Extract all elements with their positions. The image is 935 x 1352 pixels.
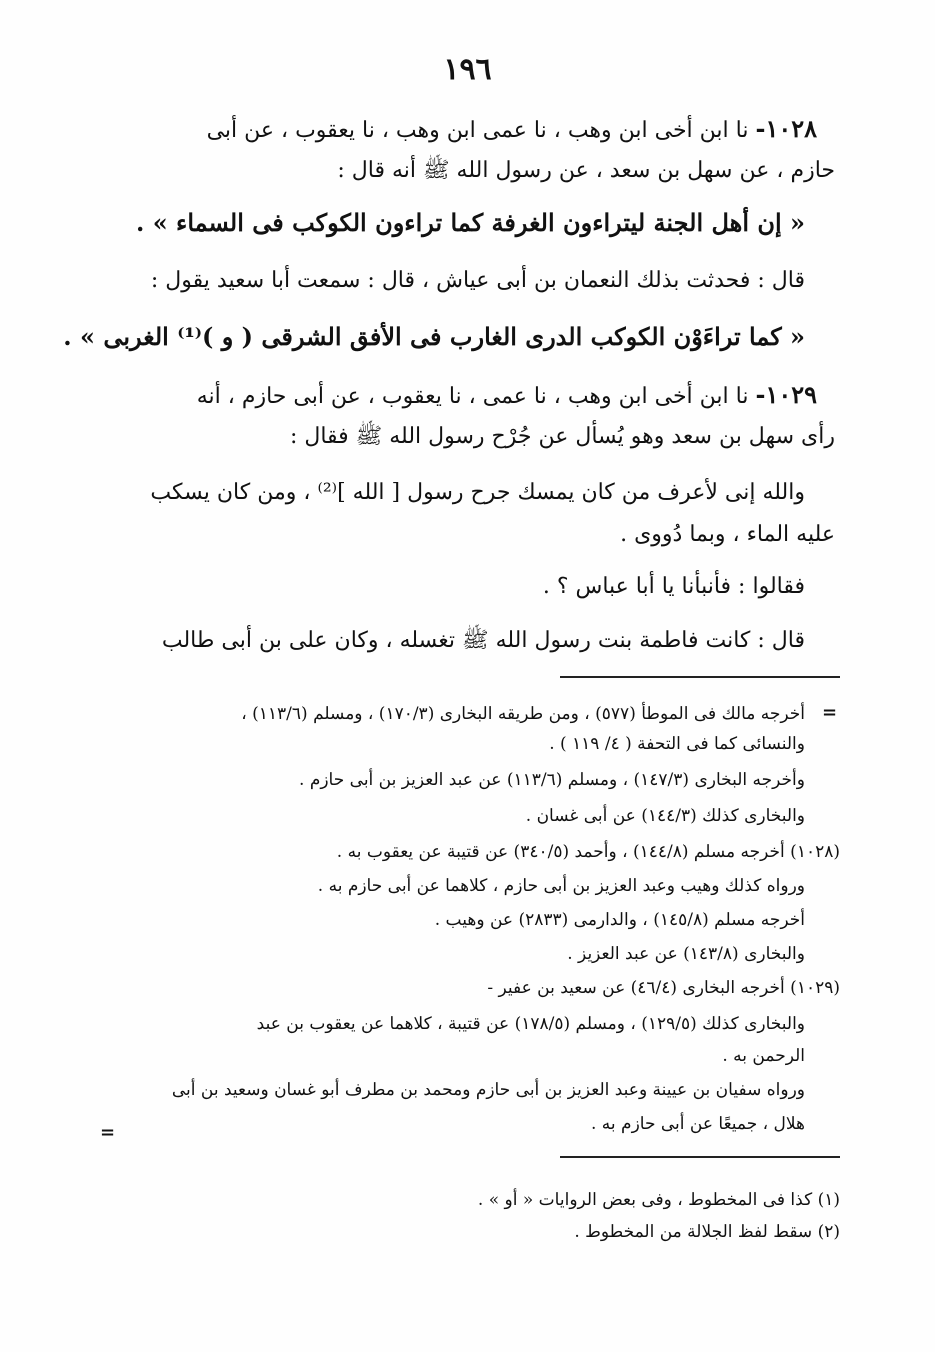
continuation-mark-top: =: [822, 702, 838, 723]
hadith-1029-line-1: ١٠٢٩- نا ابن أخى ابن وهب ، نا عمى ، نا يعقوب ، عن أبى حازم ، أنه: [196, 380, 817, 409]
footnote-line-7: أخرجه مسلم (١٤٥/٨) ، والدارمى (٢٨٣٣) عن وهيب .: [434, 910, 805, 930]
hadith-1028-line-3: قال : فحدثت بذلك النعمان بن أبى عياش ، قال : سمعت أبا سعيد يقول :: [150, 268, 805, 293]
footnote-line-3: وأخرجه البخارى (١٤٧/٣) ، ومسلم (١١٣/٦) عن عبد العزيز بن أبى حازم .: [299, 770, 805, 790]
editor-note-1: (١) كذا فى المخطوط ، وفى بعض الروايات « أو » .: [477, 1190, 840, 1210]
hadith-1029-line-3: والله إنى لأعرف من كان يمسك جرح رسول [ الله ]⁽²⁾ ، ومن كان يسكب: [150, 480, 805, 505]
footnote-line-9: (١٠٢٩) أخرجه البخارى (٤٦/٤) عن سعيد بن عفير -: [487, 978, 840, 998]
footnote-line-2: والنسائى كما فى التحفة ( ٤/ ١١٩ ) .: [549, 734, 805, 754]
editor-note-2: (٢) سقط لفظ الجلالة من المخطوط .: [574, 1222, 840, 1242]
footnote-line-6: ورواه كذلك وهيب وعبد العزيز بن أبى حازم ، كلاهما عن أبى حازم به .: [317, 876, 805, 896]
footnote-line-1: أخرجه مالك فى الموطأ (٥٧٧) ، ومن طريقه البخارى (١٧٠/٣) ، ومسلم (١١٣/٦) ،: [241, 704, 805, 724]
footnote-line-10: والبخارى كذلك (١٢٩/٥) ، ومسلم (١٧٨/٥) عن قتيبة ، كلاهما عن يعقوب بن عبد: [256, 1014, 805, 1034]
hadith-1028-number: ١٠٢٨-: [755, 114, 817, 143]
notes-separator: [560, 1156, 840, 1158]
hadith-1028-line-1: ١٠٢٨- نا ابن أخى ابن وهب ، نا عمى ابن وهب ، نا يعقوب ، عن أبى: [206, 114, 817, 143]
footnote-line-12: ورواه سفيان بن عيينة وعبد العزيز بن أبى حازم ومحمد بن مطرف أبو غسان وسعيد بن أبى: [171, 1080, 805, 1100]
hadith-1028-line-2: حازم ، عن سهل بن سعد ، عن رسول الله ﷺ أنه قال :: [337, 158, 835, 183]
footnote-line-8: والبخارى (١٤٣/٨) عن عبد العزيز .: [567, 944, 805, 964]
hadith-1029-line-6: قال : كانت فاطمة بنت رسول الله ﷺ تغسله ، وكان على بن أبى طالب: [161, 628, 805, 653]
hadith-1028-quote-1: « إن أهل الجنة ليتراءون الغرفة كما تراءون الكوكب فى السماء » .: [135, 208, 805, 237]
hadith-1029-line-5: فقالوا : فأنبأنا يا أبا عباس ؟ .: [542, 574, 805, 599]
page-number: ١٩٦: [443, 52, 492, 87]
hadith-1028-quote-2: « كما تراءَوْن الكوكب الدرى الغارب فى الأفق الشرقى ( و )⁽¹⁾ الغربى » .: [63, 322, 805, 351]
hadith-1029-number: ١٠٢٩-: [755, 380, 817, 409]
hadith-1029-line-2: رأى سهل بن سعد وهو يُسأل عن جُرْح رسول الله ﷺ فقال :: [289, 424, 835, 449]
footnote-line-13: هلال ، جميعًا عن أبى حازم به .: [590, 1114, 805, 1134]
footnote-line-5: (١٠٢٨) أخرجه مسلم (١٤٤/٨) ، وأحمد (٣٤٠/٥) عن قتيبة عن يعقوب به .: [336, 842, 840, 862]
footnote-line-11: الرحمن به .: [722, 1046, 805, 1066]
footnote-separator-top: [560, 676, 840, 678]
hadith-1029-line-4: عليه الماء ، وبما دُووى .: [620, 522, 835, 547]
continuation-mark-bottom: =: [100, 1122, 116, 1143]
footnote-line-4: والبخارى كذلك (١٤٤/٣) عن أبى غسان .: [525, 806, 805, 826]
